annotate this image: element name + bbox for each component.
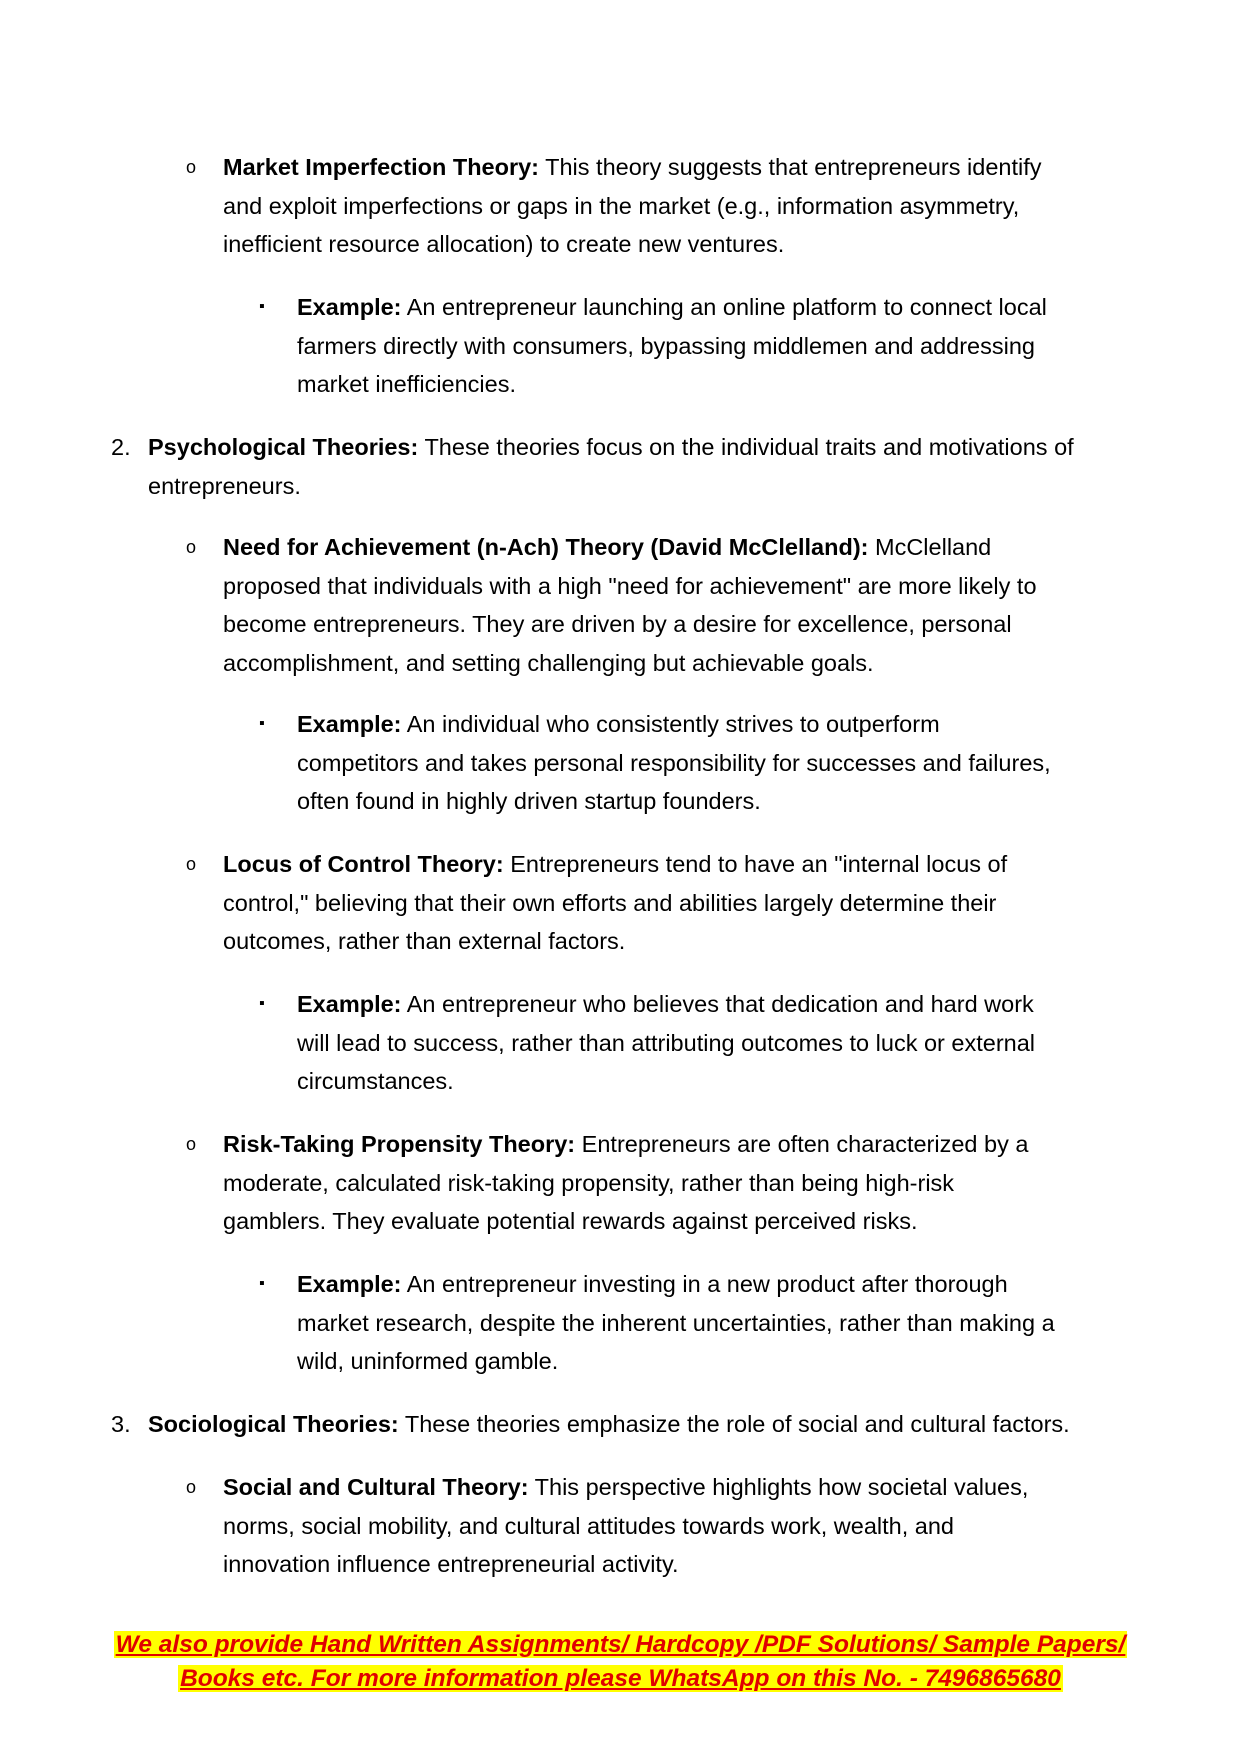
item-text: and exploit imperfections or gaps in the market (e.g., information asymmetry, (223, 192, 1020, 219)
text-line (223, 1125, 1028, 1164)
text-line (223, 187, 1042, 226)
item-heading: Example: (297, 1271, 402, 1297)
bullet-square-icon: ▪ (259, 995, 265, 1012)
text-line (148, 467, 1074, 506)
promo-footer (0, 1628, 1241, 1696)
item-text: often found in highly driven startup founders. (297, 788, 761, 814)
list-item-example-locus (297, 985, 1035, 1101)
text-line (223, 1507, 1028, 1546)
list-item-example-n-ach (297, 705, 1051, 821)
item-heading: Market Imperfection Theory: (223, 154, 540, 180)
list-item-sociological (148, 1405, 1070, 1444)
list-item-example-market (297, 288, 1047, 404)
item-text: accomplishment, and setting challenging but achievable goals. (223, 649, 874, 676)
item-text: This perspective highlights how societal values, (528, 1474, 1029, 1500)
bullet-square-icon: ▪ (259, 715, 265, 732)
item-heading: Example: (297, 991, 402, 1017)
promo-line-2: Books etc. For more information please WhatsApp on this No. - 7496865680 (180, 1665, 1061, 1692)
item-text: circumstances. (297, 1068, 454, 1094)
text-line (148, 1405, 1070, 1444)
item-text: These theories emphasize the role of social and cultural factors. (398, 1411, 1070, 1437)
item-heading: Example: (297, 711, 402, 737)
text-line (223, 845, 1007, 884)
item-text: An entrepreneur launching an online platform to connect local (401, 294, 1047, 320)
text-line (297, 1342, 1055, 1381)
text-line (223, 567, 1037, 606)
text-line (297, 288, 1047, 327)
item-text: These theories focus on the individual traits and motivations of (418, 434, 1074, 460)
text-line (297, 1304, 1055, 1343)
text-line (223, 922, 1007, 961)
text-line (297, 327, 1047, 366)
item-text: wild, uninformed gamble. (297, 1348, 559, 1374)
item-text: An individual who consistently strives to outperform (401, 711, 940, 737)
bullet-circle-icon: o (186, 1477, 197, 1497)
item-heading: Sociological Theories: (148, 1411, 399, 1437)
item-text: McClelland (868, 534, 992, 560)
item-heading: Risk-Taking Propensity Theory: (223, 1131, 576, 1157)
text-line (223, 1468, 1028, 1507)
text-line (297, 782, 1051, 821)
promo-line-1: We also provide Hand Written Assignments/ Hardcopy /PDF Solutions/ Sample Papers/ (115, 1631, 1126, 1658)
list-item-market-imperfection (223, 148, 1042, 264)
text-line (297, 365, 1047, 404)
item-text: entrepreneurs. (148, 472, 301, 499)
text-line (223, 1164, 1028, 1203)
item-heading: Locus of Control Theory: (223, 851, 504, 877)
text-line (223, 225, 1042, 264)
bullet-square-icon: ▪ (259, 1275, 265, 1292)
item-text: proposed that individuals with a high "need for achievement" are more likely to (223, 572, 1037, 599)
list-number: 3. (111, 1411, 131, 1437)
text-line (223, 884, 1007, 923)
item-text: moderate, calculated risk-taking propensity, rather than being high-risk (223, 1169, 955, 1196)
bullet-square-icon: ▪ (259, 298, 265, 315)
item-heading: Social and Cultural Theory: (223, 1474, 529, 1500)
text-line (297, 744, 1051, 783)
item-text: will lead to success, rather than attributing outcomes to luck or external (297, 1029, 1036, 1056)
list-item-risk (223, 1125, 1028, 1241)
list-item-locus (223, 845, 1007, 961)
item-heading: Example: (297, 294, 402, 320)
list-item-psychological (148, 428, 1074, 505)
item-text: An entrepreneur who believes that dedication and hard work (401, 991, 1034, 1017)
text-line (223, 148, 1042, 187)
list-item-n-ach (223, 528, 1037, 682)
item-text: This theory suggests that entrepreneurs identify (539, 154, 1042, 180)
item-text: Entrepreneurs are often characterized by a (575, 1131, 1029, 1157)
list-number: 2. (111, 434, 131, 460)
list-item-example-risk (297, 1265, 1055, 1381)
text-line (223, 1545, 1028, 1584)
item-text: Entrepreneurs tend to have an "internal locus of (503, 851, 1008, 877)
text-line (297, 985, 1035, 1024)
list-item-social-cultural (223, 1468, 1028, 1584)
bullet-circle-icon: o (186, 537, 197, 557)
text-line (297, 1062, 1035, 1101)
item-text: market inefficiencies. (297, 371, 516, 397)
item-text: innovation influence entrepreneurial activity. (223, 1551, 679, 1577)
text-line (223, 644, 1037, 683)
bullet-circle-icon: o (186, 854, 197, 874)
text-line (223, 528, 1037, 567)
text-line (297, 1024, 1035, 1063)
text-line (297, 705, 1051, 744)
item-heading: Psychological Theories: (148, 434, 419, 460)
bullet-circle-icon: o (186, 157, 197, 177)
text-line (223, 1202, 1028, 1241)
text-line (223, 605, 1037, 644)
item-text: become entrepreneurs. They are driven by a desire for excellence, personal (223, 611, 1012, 637)
text-line (148, 428, 1074, 467)
item-text: inefficient resource allocation) to create new ventures. (223, 231, 785, 257)
item-text: An entrepreneur investing in a new product after thorough (401, 1271, 1008, 1297)
item-heading: Need for Achievement (n-Ach) Theory (David McClelland): (223, 534, 869, 560)
item-text: farmers directly with consumers, bypassing middlemen and addressing (297, 332, 1035, 359)
item-text: competitors and takes personal responsibility for successes and failures, (297, 749, 1051, 776)
item-text: control," believing that their own efforts and abilities largely determine their (223, 889, 997, 916)
text-line (297, 1265, 1055, 1304)
item-text: gamblers. They evaluate potential rewards against perceived risks. (223, 1208, 918, 1234)
bullet-circle-icon: o (186, 1134, 197, 1154)
item-text: norms, social mobility, and cultural attitudes towards work, wealth, and (223, 1512, 955, 1539)
item-text: outcomes, rather than external factors. (223, 928, 626, 954)
item-text: market research, despite the inherent uncertainties, rather than making a (297, 1309, 1055, 1336)
